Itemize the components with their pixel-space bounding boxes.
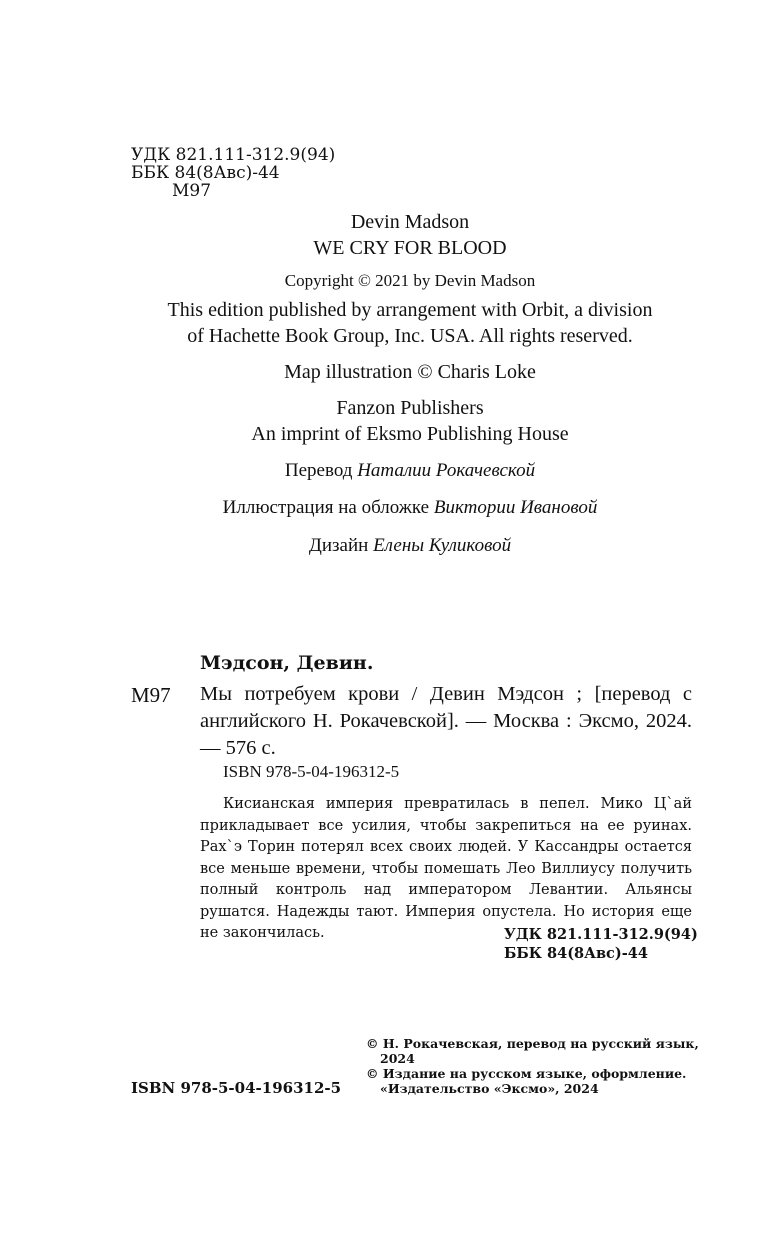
design-credit — [0, 535, 768, 557]
copyright-notices — [366, 1036, 710, 1096]
translator-name: Наталии Рокачевской — [357, 460, 536, 481]
catalog-author: Мэдсон, Девин. — [200, 652, 374, 674]
bibliographic-record: Мы потребуем крови / Девин Мэдсон ; [перевод с английского Н. Рокачевской]. — Москва : Эксмо, 2024. — 576 с. — [200, 683, 692, 759]
cover-credit — [0, 497, 768, 519]
catalog-isbn: ISBN 978-5-04-196312-5 — [223, 762, 400, 781]
original-title: WE CRY FOR BLOOD — [313, 237, 507, 259]
annotation: Кисианская империя превратилась в пепел. Мико Ц`ай прикладывает все усилия, чтобы закрепиться на ее руинах. Рах`э Торин потерял всех своих людей. У Кассандры остается все меньше времени, чтобы помешать Лео Виллиусу получить полный контроль над императором Левантии. Альянсы рушатся. Надежды тают. Империя опустела. Но история еще не закончилась. — [200, 796, 692, 941]
arrangement-line-2: of Hachette Book Group, Inc. USA. All rights reserved. — [187, 325, 633, 347]
catalog-classification — [504, 925, 698, 963]
translation-label: Перевод — [284, 460, 353, 481]
design-label: Дизайн — [308, 535, 369, 556]
copyright-edition: © Издание на русском языке, оформление. «Издательство «Эксмо», 2024 — [366, 1066, 687, 1096]
publisher-line-2: An imprint of Eksmo Publishing House — [251, 423, 569, 445]
udk-code: УДК 821.111-312.9(94) — [131, 145, 336, 165]
arrangement-line-1: This edition published by arrangement with Orbit, a division — [167, 299, 653, 321]
original-author: Devin Madson — [350, 211, 470, 233]
classification-block — [131, 146, 335, 200]
footer-isbn: ISBN 978-5-04-196312-5 — [131, 1079, 342, 1097]
catalog-bbk: ББК 84(8Авс)-44 — [504, 945, 648, 962]
catalog-udk: УДК 821.111-312.9(94) — [504, 926, 698, 943]
author-code: М97 — [172, 181, 212, 201]
copyright-line: Copyright © 2021 by Devin Madson — [284, 271, 536, 290]
publisher-line-1: Fanzon Publishers — [336, 397, 484, 419]
catalog-code: М97 — [131, 683, 171, 707]
map-credit: Map illustration © Charis Loke — [284, 361, 536, 383]
translation-credit — [0, 460, 768, 482]
copyright-translation: © Н. Рокачевская, перевод на русский язык, 2024 — [366, 1036, 699, 1066]
designer-name: Елены Куликовой — [373, 535, 512, 556]
cover-artist-name: Виктории Ивановой — [433, 497, 598, 518]
bbk-code: ББК 84(8Авс)-44 — [131, 163, 280, 183]
cover-label: Иллюстрация на обложке — [222, 497, 430, 518]
